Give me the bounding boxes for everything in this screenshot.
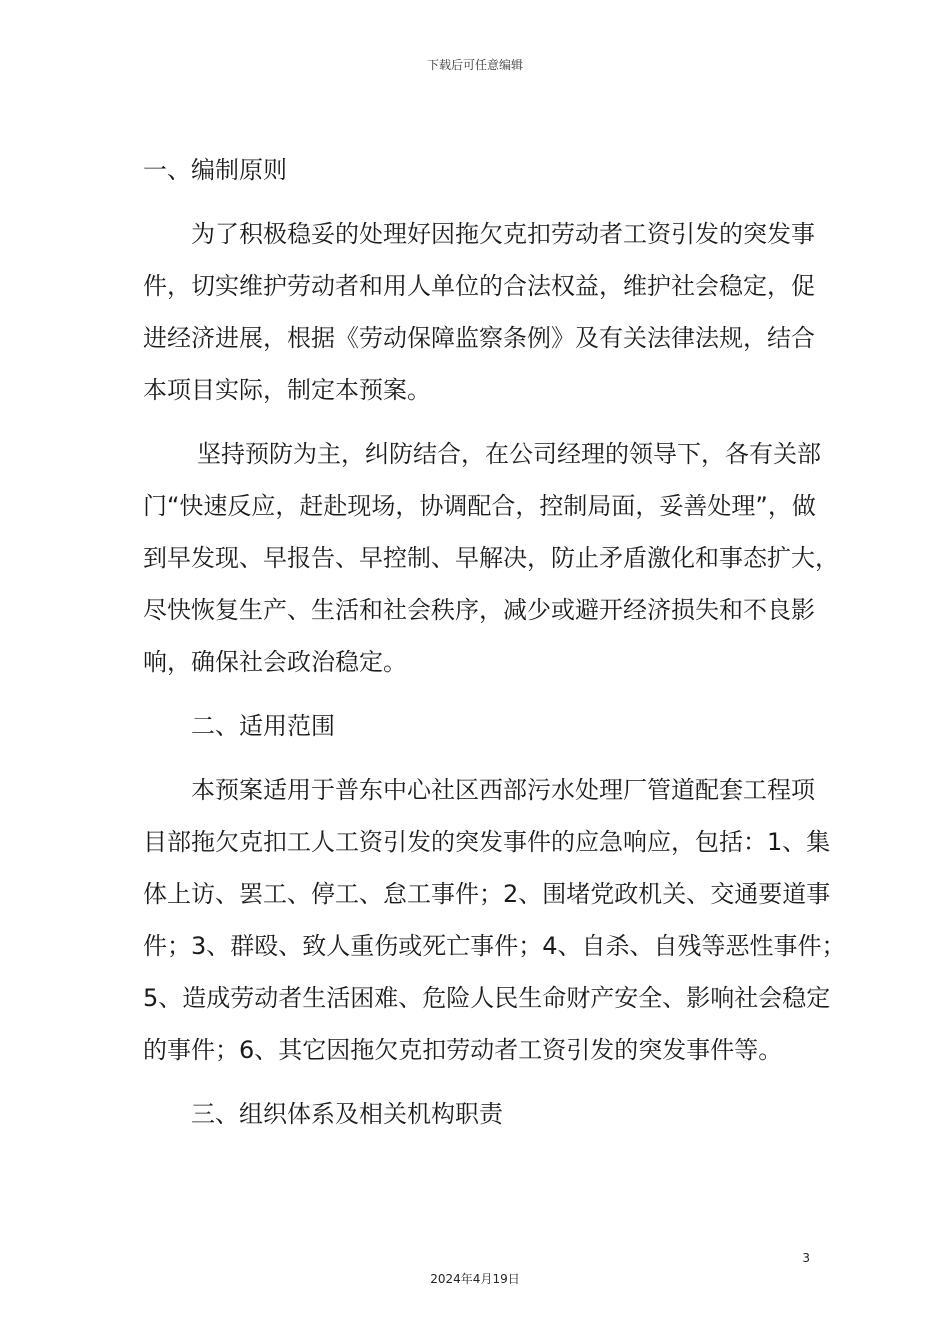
paragraph-line: 门“快速反应，赶赴现场，协调配合，控制局面，妥善处理”，做 [143,492,816,520]
paragraph-prevention [143,428,839,688]
paragraph-line: 件；3、群殴、致人重伤或死亡事件；4、自杀、自残等恶性事件； [143,932,846,960]
paragraph-line: 尽快恢复生产、生活和社会秩序，减少或避开经济损失和不良影 [143,596,815,624]
header-note: 下载后可任意编辑 [426,58,523,72]
paragraph-line: 到早发现、早报告、早控制、早解决，防止矛盾激化和事态扩大， [143,544,839,572]
paragraph-principles [143,208,815,416]
footer-date: 2024年4月19日 [430,1272,520,1286]
document-body [143,144,846,1140]
paragraph-line: 进经济进展，根据《劳动保障监察条例》及有关法律法规，结合 [143,324,815,352]
paragraph-line: 件，切实维护劳动者和用人单位的合法权益，维护社会稳定，促 [143,272,815,300]
paragraph-line: 坚持预防为主，纠防结合，在公司经理的领导下，各有关部 [197,440,821,468]
section-title-organization: 三、组织体系及相关机构职责 [191,1100,503,1128]
paragraph-scope [143,764,846,1076]
paragraph-line: 本项目实际，制定本预案。 [143,376,431,404]
paragraph-line: 响，确保社会政治稳定。 [143,648,407,676]
section-title-principles: 一、编制原则 [143,156,287,184]
paragraph-line: 目部拖欠克扣工人工资引发的突发事件的应急响应，包括：1、集 [143,828,831,856]
paragraph-line: 为了积极稳妥的处理好因拖欠克扣劳动者工资引发的突发事 [191,220,815,248]
paragraph-line: 体上访、罢工、停工、怠工事件；2、围堵党政机关、交通要道事 [143,880,831,908]
paragraph-line: 5、造成劳动者生活困难、危险人民生命财产安全、影响社会稳定 [143,984,831,1012]
paragraph-line: 本预案适用于普东中心社区西部污水处理厂管道配套工程项 [191,776,815,804]
section-title-scope: 二、适用范围 [191,712,335,740]
page-number: 3 [802,1251,810,1265]
paragraph-line: 的事件；6、其它因拖欠克扣劳动者工资引发的突发事件等。 [143,1036,783,1064]
